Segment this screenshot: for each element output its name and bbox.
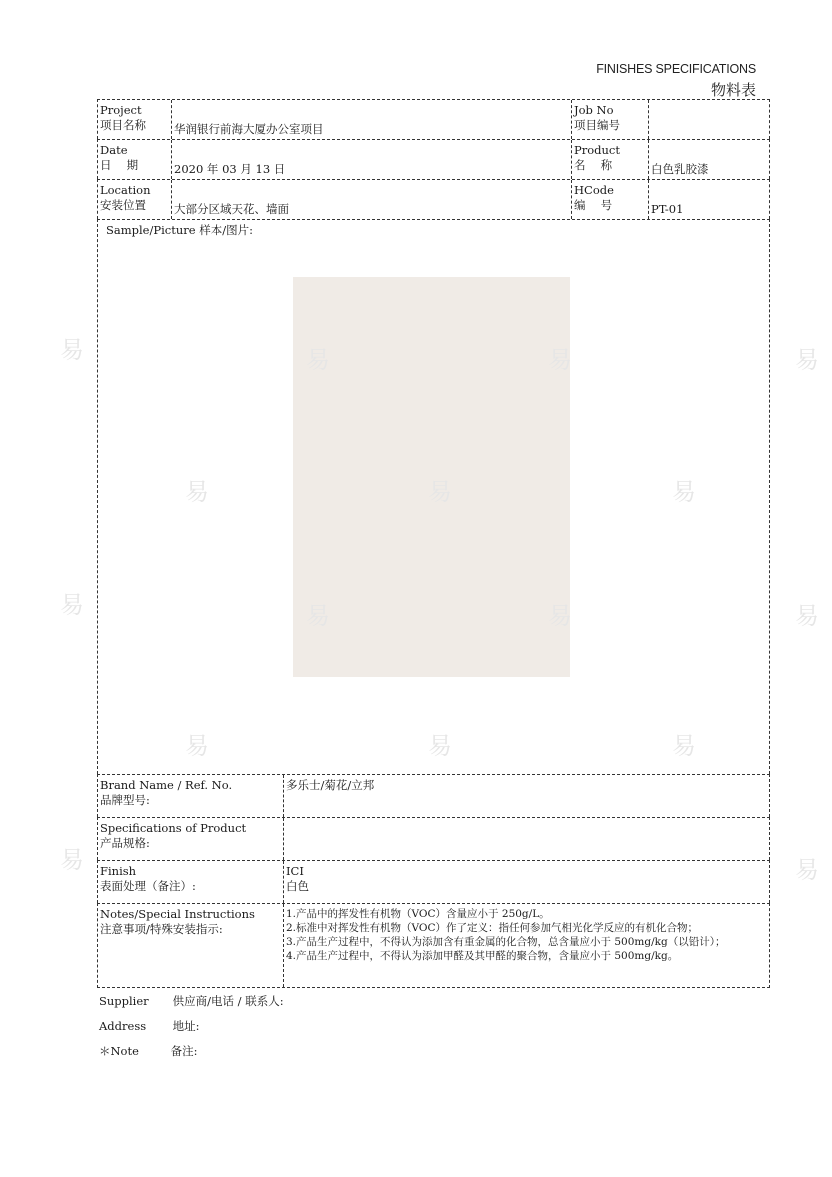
brand-row [97,774,770,817]
finish-label-en: Finish [100,864,137,878]
hcode-value-cell [649,180,769,219]
address-line [99,1018,200,1034]
notes-label-cn: 注意事项/特殊安装指示: [100,922,223,936]
supplier-line [99,993,284,1009]
brand-label-cell [98,775,284,817]
sample-picture-section [97,219,770,774]
date-label-cn: 日 期 [100,158,139,172]
notes-value-cell [284,904,769,987]
watermark-glyph: 易 [306,346,330,374]
brand-value: 多乐士/菊花/立邦 [286,778,375,792]
notes-label-cell [98,904,284,987]
hcode-value: PT-01 [651,202,684,216]
watermark-glyph: 易 [548,346,572,374]
date-row [97,139,770,179]
brand-value-cell [284,775,769,817]
hcode-label-en: HCode [574,183,614,197]
project-value-cell [172,100,572,139]
date-label-en: Date [100,143,128,157]
watermark-glyph: 易 [306,602,330,630]
notes-item: 2.标准中对挥发性有机物（VOC）作了定义：指任何参加气相光化学反应的有机化合物； [286,922,699,934]
location-value-cell [172,180,572,219]
header-title-en: FINISHES SPECIFICATIONS [596,62,756,76]
watermark-glyph: 易 [795,856,819,884]
notes-label-en: Notes/Special Instructions [100,907,255,921]
sample-swatch [293,277,570,677]
product-label-cell [572,140,649,179]
note-label-cn: 备注: [170,1044,198,1058]
specifications-label-cn: 产品规格: [100,836,150,850]
notes-row [97,903,770,988]
job-no-label-cell [572,100,649,139]
finish-label-cell [98,861,284,903]
notes-item: 4.产品生产过程中，不得认为添加甲醛及其甲醛的聚合物，含量应小于 500mg/kg。 [286,950,679,962]
watermark-glyph: 易 [60,591,84,619]
finish-label-cn: 表面处理（备注）: [100,879,196,893]
watermark-glyph: 易 [795,602,819,630]
specifications-label-en: Specifications of Product [100,821,247,835]
note-line [99,1043,198,1059]
brand-label-en: Brand Name / Ref. No. [100,778,233,792]
watermark-glyph: 易 [60,846,84,874]
specifications-row [97,817,770,860]
finish-value-line2: 白色 [286,879,309,893]
watermark-glyph: 易 [428,478,452,506]
finish-value-cell [284,861,769,903]
specification-sheet [97,99,770,988]
header-title-cn: 物料表 [710,81,756,99]
project-row [97,99,770,139]
watermark-glyph: 易 [548,602,572,630]
sample-picture-label: Sample/Picture 样本/图片: [106,223,253,237]
note-label-en: ＊Note [99,1044,139,1058]
supplier-label-en: Supplier [99,994,149,1008]
project-value: 华润银行前海大厦办公室项目 [174,122,324,136]
watermark-glyph: 易 [185,478,209,506]
project-label-cell [98,100,172,139]
specifications-label-cell [98,818,284,860]
date-label-cell [98,140,172,179]
hcode-label-cell [572,180,649,219]
product-label-en: Product [574,143,620,157]
location-label-cell [98,180,172,219]
location-value: 大部分区域天花、墙面 [174,202,289,216]
location-label-cn: 安装位置 [100,198,146,212]
finish-row [97,860,770,903]
date-value-cell [172,140,572,179]
job-no-label-cn: 项目编号 [574,118,620,132]
watermark-glyph: 易 [185,732,209,760]
address-label-cn: 地址: [172,1019,200,1033]
product-value-cell [649,140,769,179]
location-label-en: Location [100,183,151,197]
brand-label-cn: 品牌型号: [100,793,150,807]
specifications-value-cell [284,818,769,860]
watermark-glyph: 易 [60,336,84,364]
product-label-cn: 名 称 [574,158,613,172]
project-label-cn: 项目名称 [100,118,146,132]
notes-item: 1.产品中的挥发性有机物（VOC）含量应小于 250g/L。 [286,908,550,920]
finish-value: ICI [286,864,304,878]
watermark-glyph: 易 [795,346,819,374]
hcode-label-cn: 编 号 [574,198,613,212]
notes-item: 3.产品生产过程中，不得认为添加含有重金属的化合物，总含量应小于 500mg/kg（以铅计）； [286,936,726,948]
location-row [97,179,770,219]
project-label-en: Project [100,103,142,117]
watermark-glyph: 易 [672,478,696,506]
watermark-glyph: 易 [672,732,696,760]
job-no-value-cell [649,100,769,139]
address-label-en: Address [99,1019,147,1033]
job-no-label-en: Job No [574,103,614,117]
date-value: 2020 年 03 月 13 日 [174,162,286,176]
supplier-label-cn: 供应商/电话 / 联系人: [172,994,284,1008]
product-value: 白色乳胶漆 [651,162,709,176]
watermark-glyph: 易 [428,732,452,760]
